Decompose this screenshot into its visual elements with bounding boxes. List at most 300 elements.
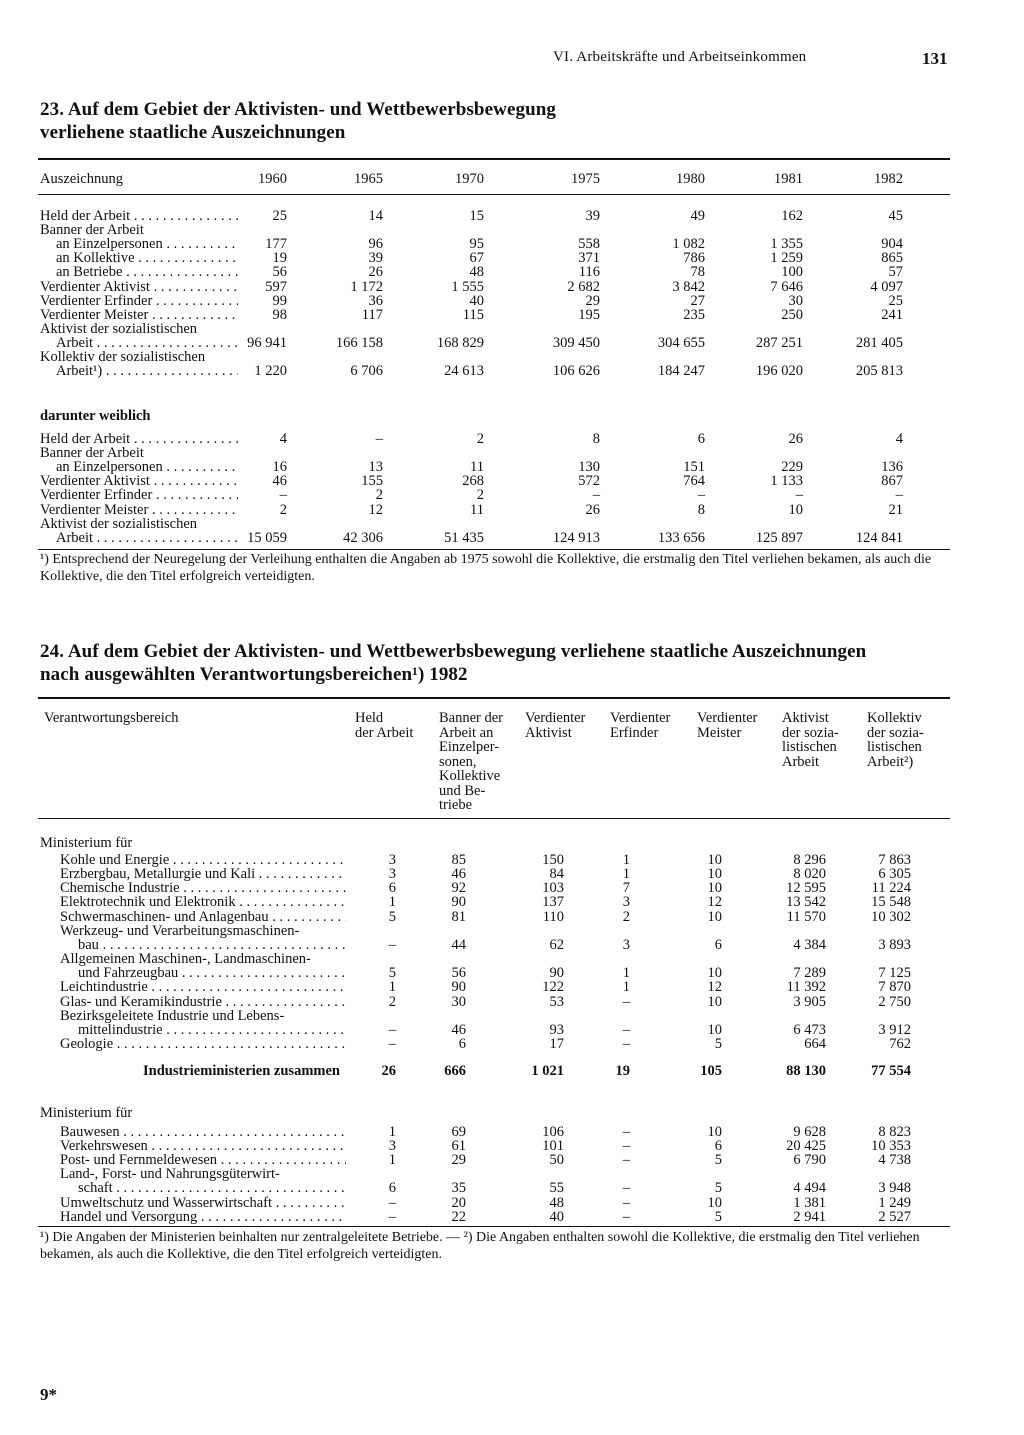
row-label: Verdienter Meister . . . (40, 503, 238, 517)
cell: 1 259 (770, 250, 803, 267)
cell: 5 (714, 1035, 722, 1052)
row-label: an Kollektive . . . (56, 251, 238, 265)
cell: 3 842 (672, 278, 705, 295)
cell: – (388, 936, 396, 953)
cell: 103 (542, 880, 564, 897)
cell: 10 (788, 501, 803, 518)
table-24-footnote: ¹) Die Angaben der Ministerien beinhalten nur zentralgeleitete Betriebe. — ²) Die Angaben enthalten sowohl die Kollektive, die erstmalig den Titel verliehen bekamen, als auch die Kollektive, die den Titel erfolgreich verteidigten. (40, 1230, 920, 1262)
cell: 865 (881, 250, 903, 267)
cell: 10 (707, 908, 722, 925)
cell: 122 (542, 979, 564, 996)
cell: 1 133 (770, 473, 803, 490)
cell: 125 897 (755, 529, 803, 546)
cell: 904 (881, 236, 903, 253)
table-24-top-rule (38, 697, 950, 699)
cell: 1 (622, 852, 630, 868)
cell: 78 (690, 264, 705, 281)
cell: 867 (881, 473, 903, 490)
total-cell: 1 021 (531, 1063, 564, 1079)
column-header-line: Arbeit²) (867, 753, 914, 770)
cell: 99 (272, 292, 287, 309)
cell: 96 941 (247, 334, 287, 351)
year-header-1982: 1982 (874, 171, 903, 187)
row-label: an Betriebe . . . (56, 265, 238, 279)
cell: 371 (578, 250, 600, 267)
cell: 10 302 (871, 908, 911, 925)
cell: 4 738 (878, 1152, 911, 1169)
cell: 90 (451, 894, 466, 911)
cell: 19 (272, 250, 287, 267)
cell: 24 613 (444, 363, 484, 380)
cell: 5 (714, 1152, 722, 1169)
cell: 177 (265, 236, 287, 253)
cell: – (622, 1152, 630, 1169)
cell: 49 (690, 208, 705, 224)
column-header (782, 711, 872, 769)
cell: 40 (469, 292, 484, 309)
total-cell: 105 (700, 1063, 722, 1079)
column-header (697, 711, 787, 740)
table-24-group1: Ministerium für (40, 835, 133, 851)
cell: 22 (451, 1208, 466, 1225)
cell: 85 (451, 852, 466, 868)
column-header-line: listischen (867, 739, 922, 755)
row-label: Leichtindustrie . . . (60, 980, 346, 994)
cell: 5 (388, 965, 396, 982)
cell: 44 (451, 936, 466, 953)
row-label: Elektrotechnik und Elektronik . . . (60, 895, 346, 909)
cell: 12 (368, 501, 383, 518)
cell: 2 (388, 993, 396, 1010)
year-header-1980: 1980 (676, 171, 705, 187)
row-label: Verkehrswesen . . . (60, 1139, 346, 1153)
cell: 11 (470, 501, 484, 518)
column-header-line: Verdienter (697, 710, 758, 726)
row-label: Kohle und Energie . . . (60, 853, 346, 867)
cell: 39 (368, 250, 383, 267)
row-label: an Einzelpersonen . . . (56, 460, 238, 474)
cell: 115 (462, 306, 484, 323)
cell: 26 (368, 264, 383, 281)
cell: – (375, 431, 383, 447)
cell: 4 (279, 431, 287, 447)
cell: 2 941 (793, 1208, 826, 1225)
cell: 7 289 (793, 965, 826, 982)
cell: 4 (895, 431, 903, 447)
total-cell: 26 (381, 1063, 396, 1079)
column-header (525, 711, 615, 740)
cell: 2 682 (567, 278, 600, 295)
cell: 6 305 (878, 866, 911, 883)
column-header-line: Arbeit an (439, 724, 494, 741)
cell: 5 (714, 1208, 722, 1225)
cell: 39 (585, 208, 600, 224)
cell: 124 913 (552, 529, 600, 546)
cell: 8 (697, 501, 705, 518)
row-label: Geologie . . . (60, 1037, 346, 1051)
row-label: Kollektiv der sozialistischen (40, 350, 206, 364)
cell: 1 (388, 1152, 396, 1169)
row-label: Verdienter Erfinder . . . (40, 488, 238, 502)
cell: 1 220 (254, 363, 287, 380)
cell: 2 (375, 487, 383, 504)
cell: 2 (476, 431, 484, 447)
cell: 597 (265, 278, 287, 295)
cell: – (388, 1194, 396, 1211)
cell: 786 (683, 250, 705, 267)
cell: 1 (388, 1124, 396, 1140)
cell: 67 (469, 250, 484, 267)
cell: 184 247 (657, 363, 705, 380)
cell: 46 (451, 866, 466, 883)
row-label: Held der Arbeit . . . (40, 209, 238, 223)
cell: 51 435 (444, 529, 484, 546)
cell: 110 (542, 908, 564, 925)
cell: 10 (707, 965, 722, 982)
cell: 1 (622, 866, 630, 883)
row-label: Land-, Forst- und Nahrungsgüterwirt- (60, 1167, 280, 1182)
cell: 53 (549, 993, 564, 1010)
row-label: Umweltschutz und Wasserwirtschaft . . . (60, 1196, 346, 1210)
cell: 229 (781, 459, 803, 476)
cell: 196 020 (755, 363, 803, 380)
cell: – (592, 487, 600, 504)
cell: 2 (622, 908, 630, 925)
cell: 20 425 (786, 1138, 826, 1155)
column-header-line: Held (355, 710, 384, 726)
row-label: Bauwesen . . . (60, 1125, 346, 1139)
cell: 10 (707, 1194, 722, 1211)
cell: 90 (451, 979, 466, 996)
total-label: Industrieministerien zusammen (143, 1063, 340, 1079)
cell: – (622, 993, 630, 1010)
row-label: mittelindustrie . . . (78, 1023, 346, 1037)
row-label: und Fahrzeugbau . . . (78, 966, 346, 980)
cell: 46 (451, 1021, 466, 1038)
cell: 6 706 (350, 363, 383, 380)
cell: 3 (622, 936, 630, 953)
cell: 96 (368, 236, 383, 253)
cell: 40 (549, 1208, 564, 1225)
column-header-line: Arbeit (782, 753, 820, 770)
cell: 48 (549, 1194, 564, 1211)
cell: – (795, 487, 803, 504)
table-23-col-label: Auszeichnung (40, 171, 123, 187)
cell: 10 (707, 866, 722, 883)
total-cell: 77 554 (871, 1063, 911, 1079)
table-24-title-line2: nach ausgewählten Verantwortungsbereichen¹) 1982 (40, 664, 468, 685)
cell: 16 (272, 459, 287, 476)
row-label: Glas- und Keramikindustrie . . . (60, 995, 346, 1009)
cell: 162 (781, 208, 803, 224)
total-cell: 666 (444, 1063, 466, 1079)
cell: 62 (549, 936, 564, 953)
column-header-line: Aktivist (525, 724, 572, 741)
cell: 3 (388, 852, 396, 868)
year-header-1970: 1970 (455, 171, 484, 187)
cell: 6 (458, 1035, 466, 1052)
section-title: VI. Arbeitskräfte und Arbeitseinkommen (553, 49, 807, 65)
cell: 26 (788, 431, 803, 447)
cell: 9 628 (793, 1124, 826, 1140)
column-header-line: Meister (697, 724, 742, 741)
cell: 664 (804, 1035, 826, 1052)
cell: 5 (388, 908, 396, 925)
table-23-footnote: ¹) Entsprechend der Neuregelung der Verleihung enthalten die Angaben ab 1975 sowohl die Kollektive, die erstmalig den Titel verliehen bekamen, als auch die Kollektive, die den Titel erfolgreich verteidigten. (40, 552, 932, 584)
row-label: Handel und Versorgung . . . (60, 1210, 346, 1224)
column-header-line: und Be- (439, 782, 486, 799)
row-label: Aktivist der sozialistischen (40, 516, 198, 531)
row-label: schaft . . . (78, 1181, 346, 1195)
cell: 130 (578, 459, 600, 476)
cell: 29 (585, 292, 600, 309)
cell: 10 (707, 852, 722, 868)
table-23-top-rule (38, 158, 950, 160)
cell: 12 (707, 894, 722, 911)
cell: 69 (451, 1124, 466, 1140)
cell: 92 (451, 880, 466, 897)
column-header (439, 711, 529, 813)
cell: 50 (549, 1152, 564, 1169)
cell: – (388, 1021, 396, 1038)
cell: 95 (469, 236, 484, 253)
cell: 57 (888, 264, 903, 281)
cell: 137 (542, 894, 564, 911)
cell: 12 (707, 979, 722, 996)
row-label: an Einzelpersonen . . . (56, 237, 238, 251)
column-header (610, 711, 700, 740)
year-header-1981: 1981 (774, 171, 803, 187)
cell: 29 (451, 1152, 466, 1169)
cell: 7 863 (878, 852, 911, 868)
cell: 48 (469, 264, 484, 281)
cell: 15 (469, 208, 484, 224)
cell: 6 473 (793, 1021, 826, 1038)
row-label: Verdienter Aktivist . . . (40, 474, 238, 488)
cell: – (622, 1124, 630, 1140)
cell: 168 829 (436, 334, 484, 351)
cell: 6 (388, 1180, 396, 1197)
cell: 7 646 (770, 278, 803, 295)
row-label: Banner der Arbeit (40, 223, 144, 238)
cell: 10 (707, 993, 722, 1010)
cell: 764 (683, 473, 705, 490)
row-label: Erzbergbau, Metallurgie und Kali . . . (60, 867, 346, 881)
cell: 11 (470, 459, 484, 476)
cell: 7 870 (878, 979, 911, 996)
cell: 55 (549, 1180, 564, 1197)
total-cell: 19 (615, 1063, 630, 1079)
cell: 287 251 (755, 334, 803, 351)
cell: 20 (451, 1194, 466, 1211)
cell: 205 813 (855, 363, 903, 380)
row-label: Banner der Arbeit (40, 446, 144, 461)
cell: 2 (279, 501, 287, 518)
cell: 7 125 (878, 965, 911, 982)
cell: 235 (683, 306, 705, 323)
cell: 6 (697, 431, 705, 447)
cell: 13 542 (786, 894, 826, 911)
column-header-line: der sozia- (867, 724, 924, 741)
cell: 8 020 (793, 866, 826, 883)
cell: 106 626 (552, 363, 600, 380)
cell: 61 (451, 1138, 466, 1155)
cell: 1 (622, 965, 630, 982)
cell: 13 (368, 459, 383, 476)
cell: 12 595 (786, 880, 826, 897)
cell: 241 (881, 306, 903, 323)
cell: 3 912 (878, 1021, 911, 1038)
cell: 11 224 (871, 880, 911, 897)
cell: 8 296 (793, 852, 826, 868)
cell: 155 (361, 473, 383, 490)
cell: 84 (549, 866, 564, 883)
row-label: Arbeit . . . (56, 336, 238, 350)
cell: 117 (361, 306, 383, 323)
cell: 8 (592, 431, 600, 447)
cell: 15 548 (871, 894, 911, 911)
column-header-line: Kollektiv (867, 710, 922, 726)
cell: 151 (683, 459, 705, 476)
cell: 3 893 (878, 936, 911, 953)
column-header-line: Verdienter (525, 710, 586, 726)
column-header-line: Einzelper- (439, 739, 500, 755)
row-label: Post- und Fernmeldewesen . . . (60, 1153, 346, 1167)
cell: 46 (272, 473, 287, 490)
row-label: Schwermaschinen- und Anlagenbau . . . (60, 910, 346, 924)
column-header-line: listischen (782, 739, 837, 755)
row-label: Allgemeinen Maschinen-, Landmaschinen- (60, 952, 311, 967)
cell: 1 555 (451, 278, 484, 295)
table-24-title (40, 640, 866, 686)
cell: 250 (781, 306, 803, 323)
row-label: Aktivist der sozialistischen (40, 321, 198, 336)
cell: 8 823 (878, 1124, 911, 1140)
cell: 25 (888, 292, 903, 309)
cell: 35 (451, 1180, 466, 1197)
cell: 36 (368, 292, 383, 309)
cell: 101 (542, 1138, 564, 1155)
table-24-group2: Ministerium für (40, 1105, 133, 1121)
cell: 136 (881, 459, 903, 476)
cell: 56 (272, 264, 287, 281)
cell: 2 750 (878, 993, 911, 1010)
cell: 1 (388, 979, 396, 996)
cell: 4 097 (870, 278, 903, 295)
cell: – (388, 1208, 396, 1225)
cell: 10 (707, 1021, 722, 1038)
cell: 1 381 (793, 1194, 826, 1211)
year-header-1960: 1960 (258, 171, 287, 187)
cell: 27 (690, 292, 705, 309)
cell: 98 (272, 306, 287, 323)
cell: 2 527 (878, 1208, 911, 1225)
row-label: Werkzeug- und Verarbeitungsmaschinen- (60, 923, 300, 938)
cell: 195 (578, 306, 600, 323)
cell: 56 (451, 965, 466, 982)
cell: 1 249 (878, 1194, 911, 1211)
cell: 11 392 (786, 979, 826, 996)
table-24-title-line1: 24. Auf dem Gebiet der Aktivisten- und Wettbewerbsbewegung verliehene staatliche Auszeichnungen (40, 641, 867, 662)
cell: – (697, 487, 705, 504)
cell: 42 306 (343, 529, 383, 546)
cell: 21 (888, 501, 903, 518)
table-23-title-line2: verliehene staatliche Auszeichnungen (40, 122, 346, 143)
row-label: Arbeit . . . (56, 531, 238, 545)
cell: 81 (451, 908, 466, 925)
cell: 558 (578, 236, 600, 253)
table-24-col-label: Verantwortungsbereich (44, 710, 179, 726)
cell: 304 655 (657, 334, 705, 351)
cell: 1 355 (770, 236, 803, 253)
cell: 17 (549, 1035, 564, 1052)
cell: 30 (788, 292, 803, 309)
cell: 124 841 (855, 529, 903, 546)
cell: 14 (368, 208, 383, 224)
cell: 572 (578, 473, 600, 490)
cell: – (279, 487, 287, 504)
row-label: Verdienter Erfinder . . . (40, 294, 238, 308)
cell: 45 (888, 208, 903, 224)
cell: – (622, 1194, 630, 1211)
cell: 6 (388, 880, 396, 897)
column-header-line: der sozia- (782, 724, 839, 741)
column-header-line: triebe (439, 797, 473, 813)
column-header-line: Kollektive (439, 768, 501, 784)
cell: 10 (707, 880, 722, 897)
table-23-subhead: darunter weiblich (40, 408, 151, 424)
cell: 1 082 (672, 236, 705, 253)
cell: 116 (578, 264, 600, 281)
cell: 30 (451, 993, 466, 1010)
row-label: Arbeit¹) . . . (56, 364, 238, 378)
cell: 11 570 (786, 908, 826, 925)
cell: 281 405 (855, 334, 903, 351)
cell: 3 (388, 1138, 396, 1155)
cell: 1 (622, 979, 630, 996)
cell: 10 353 (871, 1138, 911, 1155)
column-header-line: Verdienter (610, 710, 671, 726)
cell: 6 (714, 936, 722, 953)
cell: 1 (388, 894, 396, 911)
cell: 2 (476, 487, 484, 504)
cell: 133 656 (657, 529, 705, 546)
table-23-header-rule (38, 194, 950, 195)
cell: 100 (781, 264, 803, 281)
year-header-1975: 1975 (571, 171, 600, 187)
page-number: 131 (922, 49, 948, 68)
cell: – (622, 1138, 630, 1155)
cell: – (895, 487, 903, 504)
row-label: bau . . . (78, 938, 346, 952)
column-header-line: sonen, (439, 753, 477, 770)
cell: 3 948 (878, 1180, 911, 1197)
cell: 3 (388, 866, 396, 883)
cell: 6 (714, 1138, 722, 1155)
table-24-header-rule (38, 818, 950, 819)
cell: – (388, 1035, 396, 1052)
row-label: Verdienter Meister . . . (40, 308, 238, 322)
cell: 10 (707, 1124, 722, 1140)
cell: – (622, 1021, 630, 1038)
column-header-line: Banner der (439, 710, 504, 726)
cell: – (622, 1208, 630, 1225)
cell: 3 (622, 894, 630, 911)
column-header (355, 711, 445, 740)
column-header (867, 711, 957, 769)
cell: 1 172 (350, 278, 383, 295)
row-label: Chemische Industrie . . . (60, 881, 346, 895)
